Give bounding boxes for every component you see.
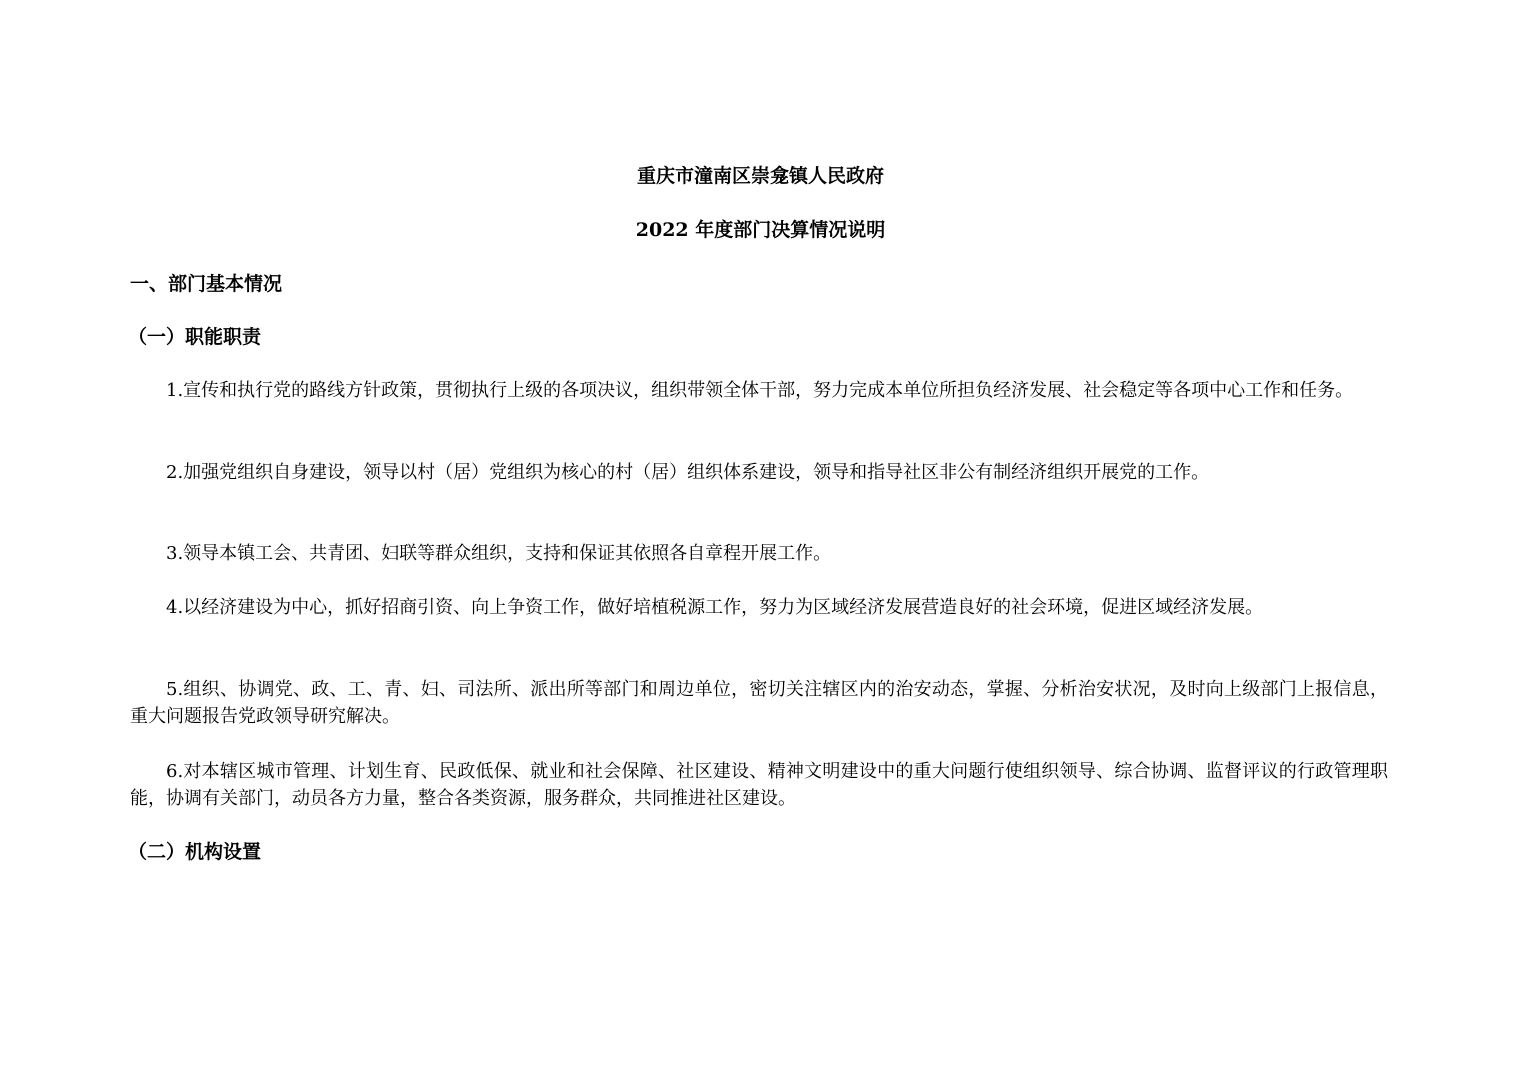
document-title: 重庆市潼南区崇龛镇人民政府 [636, 165, 884, 187]
paragraph-function-4: 4.以经济建设为中心，抓好招商引资、向上争资工作，做好培植税源工作，努力为区域经济发展营造良好的社会环境，促进区域经济发展。 [166, 597, 1264, 618]
subsection-heading-functions: （一）职能职责 [128, 326, 262, 348]
paragraph-function-2: 2.加强党组织自身建设，领导以村（居）党组织为核心的村（居）组织体系建设，领导和指导社区非公有制经济组织开展党的工作。 [166, 462, 1210, 483]
paragraph-function-5: 5.组织、协调党、政、工、青、妇、司法所、派出所等部门和周边单位，密切关注辖区内的治安动态，掌握、分析治安状况，及时向上级部门上报信息，重大问题报告党政领导研究解决。 [130, 679, 1388, 727]
section-heading-basic-info: 一、部门基本情况 [130, 273, 283, 295]
paragraph-function-6: 6.对本辖区城市管理、计划生育、民政低保、就业和社会保障、社区建设、精神文明建设中的重大问题行使组织领导、综合协调、监督评议的行政管理职能，协调有关部门，动员各方力量，整合各类资源，服务群众，共同推进社区建设。 [130, 761, 1388, 809]
paragraph-function-3: 3.领导本镇工会、共青团、妇联等群众组织，支持和保证其依照各自章程开展工作。 [166, 543, 832, 564]
paragraph-function-1: 1.宣传和执行党的路线方针政策，贯彻执行上级的各项决议，组织带领全体干部，努力完成本单位所担负经济发展、社会稳定等各项中心工作和任务。 [166, 380, 1354, 401]
document-subtitle: 2022 年度部门决算情况说明 [635, 219, 886, 241]
subsection-heading-organization: （二）机构设置 [128, 841, 262, 863]
